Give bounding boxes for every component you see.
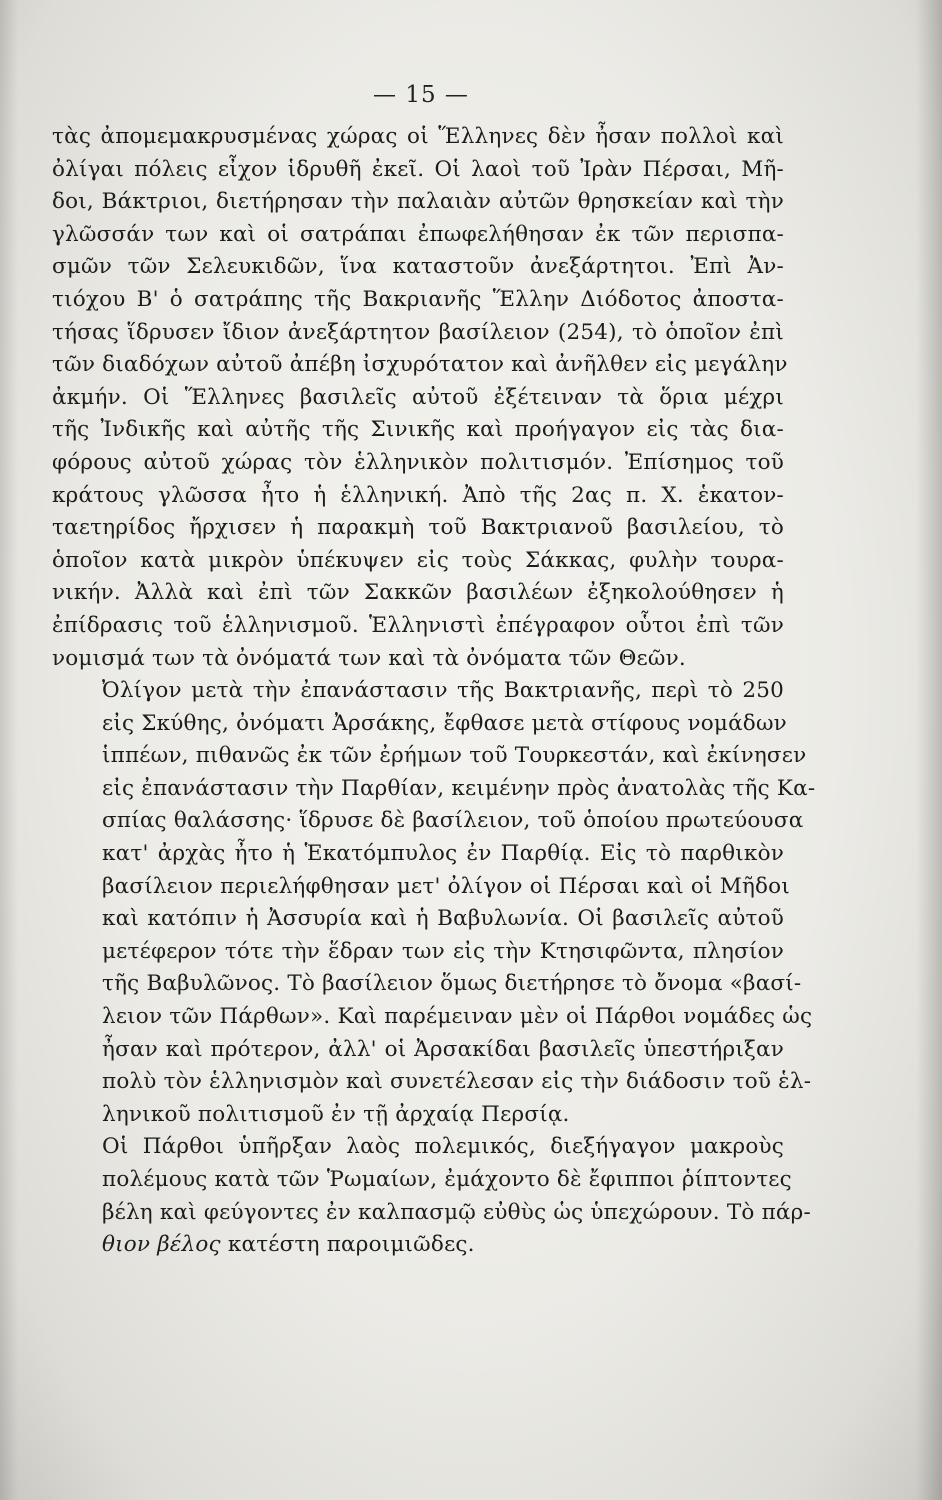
text-line: βασίλειον περιελήφθησαν μετ' ὀλίγον οἱ Πέρσαι καὶ οἱ Μῆδοι [102,873,790,899]
text-line: κράτους γλῶσσα ἦτο ἡ ἑλληνική. Ἀπὸ τῆς 2ας π. Χ. ἑκατον- [52,482,784,508]
text-line: καὶ κατόπιν ἡ Ἀσσυρία καὶ ἡ Βαβυλωνία. Οἱ βασιλεῖς αὐτοῦ [102,906,784,932]
text-line: ταετηρίδος ἤρχισεν ἡ παρακμὴ τοῦ Βακτριανοῦ βασιλείου, τὸ [52,515,784,541]
text-line: βέλη καὶ φεύγοντες ἐν καλπασμῷ εὐθὺς ὡς ὑπεχώρουν. Τὸ πάρ- [102,1199,811,1225]
page-number: — 15 — [373,82,469,108]
text-line: ἦσαν καὶ πρότερον, ἀλλ' οἱ Ἀρσακίδαι βασιλεῖς ὑπεστήριξαν [102,1036,784,1062]
body-text [52,121,816,1262]
text-line: λειον τῶν Πάρθων». Καὶ παρέμειναν μὲν οἱ Πάρθοι νομάδες ὡς [102,1004,813,1030]
text-line: τῆς Ἰνδικῆς καὶ αὐτῆς τῆς Σινικῆς καὶ προήγαγον εἰς τὰς δια- [52,417,784,443]
text-line: τὰς ἀπομεμακρυσμένας χώρας οἱ Ἕλληνες δὲν ἦσαν πολλοὶ καὶ [52,124,784,149]
text-line: τήσας ἵδρυσεν ἴδιον ἀνεξάρτητον βασίλειον (254), τὸ ὁποῖον ἐπὶ [52,319,784,345]
text-line: νικήν. Ἀλλὰ καὶ ἐπὶ τῶν Σακκῶν βασιλέων ἐξηκολούθησεν ἡ [52,580,784,606]
text-line: μετέφερον τότε τὴν ἕδραν των εἰς τὴν Κτησιφῶντα, πλησίον [102,938,784,964]
text-line: εἰς Σκύθης, ὀνόματι Ἀρσάκης, ἔφθασε μετὰ στίφους νομάδων [102,710,787,736]
text-line: ἐπίδρασις τοῦ ἑλληνισμοῦ. Ἑλληνιστὶ ἐπέγραφον οὗτοι ἐπὶ τῶν [52,612,784,638]
text-line: ὁποῖον κατὰ μικρὸν ὑπέκυψεν εἰς τοὺς Σάκκας, φυλὴν τουρα- [52,547,784,573]
text-line: τιόχου Β' ὁ σατράπης τῆς Βακριανῆς Ἕλλην Διόδοτος ἀποστα- [52,286,784,312]
page-right-shadow [916,0,942,1500]
text-line: σμῶν τῶν Σελευκιδῶν, ἵνα καταστοῦν ἀνεξάρτητοι. Ἐπὶ Ἀν- [52,254,784,280]
text-line: νομισμά των τὰ ὀνόματά των καὶ τὰ ὀνόματα τῶν Θεῶν. [52,645,686,671]
paragraph-3 [52,1131,811,1261]
text-line: ἀκμήν. Οἱ Ἕλληνες βασιλεῖς αὐτοῦ ἐξέτειναν τὰ ὅρια μέχρι [52,384,784,410]
italic-phrase: θιον βέλος [102,1232,221,1258]
text-line: ὀλίγαι πόλεις εἶχον ἱδρυθῆ ἐκεῖ. Οἱ λαοὶ τοῦ Ἰρὰν Πέρσαι, Μῆ- [52,156,784,182]
text-line: δοι, Βάκτριοι, διετήρησαν τὴν παλαιὰν αὐτῶν θρησκείαν καὶ τὴν [52,189,784,215]
text-line: πολέμους κατὰ τῶν Ῥωμαίων, ἐμάχοντο δὲ ἔφιπποι ῥίπτοντες [102,1167,792,1192]
text-line: φόρους αὐτοῦ χώρας τὸν ἑλληνικὸν πολιτισμόν. Ἐπίσημος τοῦ [52,449,784,475]
paragraph-2 [52,675,816,1131]
page-left-shadow [0,0,18,1500]
text-line: εἰς ἐπανάστασιν τὴν Παρθίαν, κειμένην πρὸς ἀνατολὰς τῆς Κα- [102,775,816,801]
paragraph-1 [52,121,788,675]
text-line: τῆς Βαβυλῶνος. Τὸ βασίλειον ὅμως διετήρησε τὸ ὄνομα «βασί- [102,971,802,997]
text-line: κατ' ἀρχὰς ἦτο ἡ Ἑκατόμπυλος ἐν Παρθίᾳ. Εἰς τὸ παρθικὸν [102,841,784,867]
text-line: Ὀλίγον μετὰ τὴν ἐπανάστασιν τῆς Βακτριανῆς, περὶ τὸ 250 [102,678,784,704]
text-line: πολὺ τὸν ἑλληνισμὸν καὶ συνετέλεσαν εἰς τὴν διάδοσιν τοῦ ἑλ- [102,1069,812,1095]
text-line: τῶν διαδόχων αὐτοῦ ἀπέβη ἰσχυρότατον καὶ ἀνῆλθεν εἰς μεγάλην [52,352,788,378]
text-line: ἱππέων, πιθανῶς ἐκ τῶν ἐρήμων τοῦ Τουρκεστάν, καὶ ἐκίνησεν [102,743,807,769]
text-line-final [52,1229,784,1262]
text-line: Οἱ Πάρθοι ὑπῆρξαν λαὸς πολεμικός, διεξήγαγον μακροὺς [102,1134,784,1160]
text-line: ληνικοῦ πολιτισμοῦ ἐν τῇ ἀρχαίᾳ Περσίᾳ. [102,1101,570,1127]
text-line: γλῶσσάν των καὶ οἱ σατράπαι ἐπωφελήθησαν ἐκ τῶν περισπα- [52,221,784,247]
text-line: σπίας θαλάσσης· ἵδρυσε δὲ βασίλειον, τοῦ ὁποίου πρωτεύουσα [102,808,804,834]
text-line-rest: κατέστη παροιμιῶδες. [220,1232,475,1258]
